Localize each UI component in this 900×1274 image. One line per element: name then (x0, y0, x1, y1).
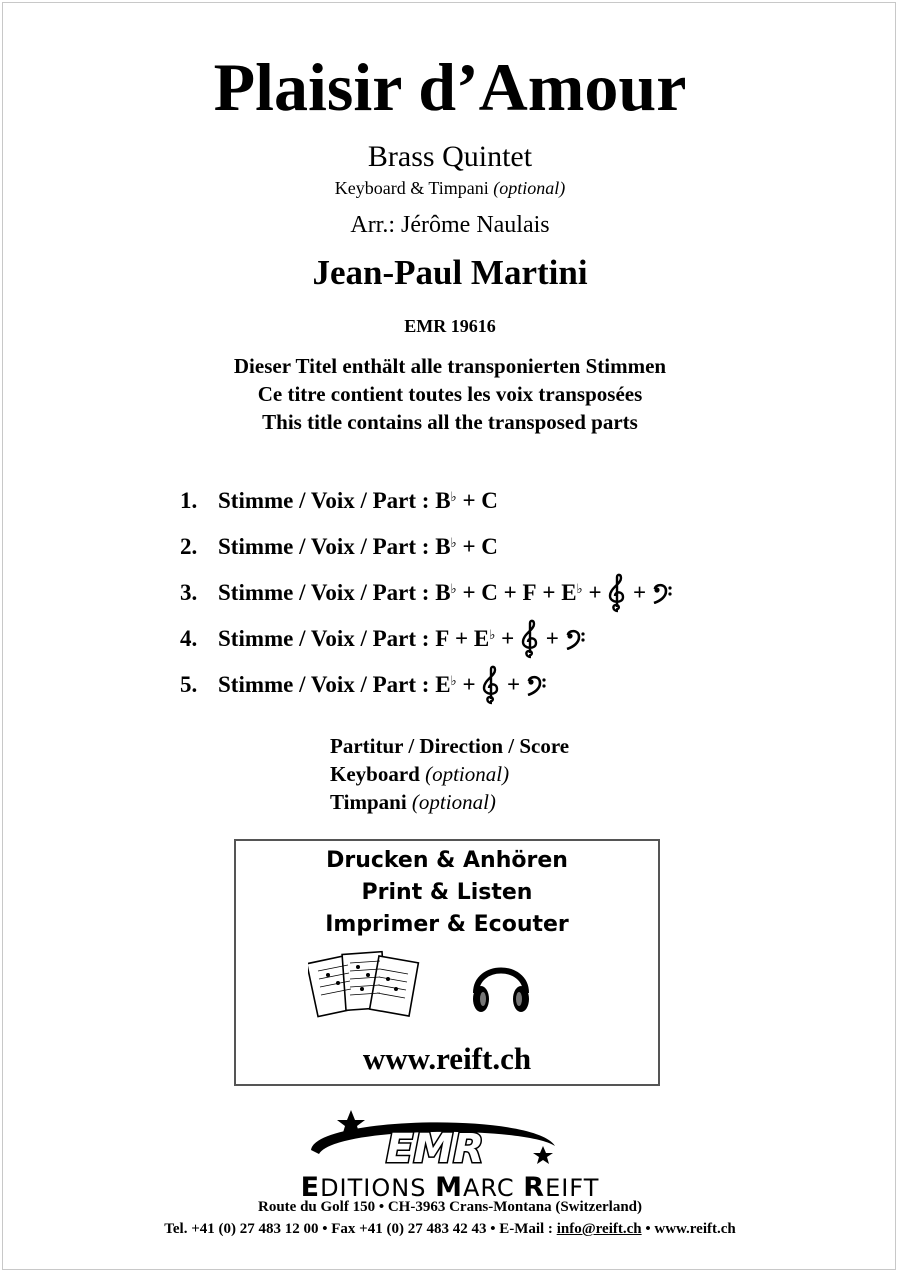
publisher-contact (0, 1221, 900, 1238)
promo-url-link[interactable]: www.reift.ch (362, 1041, 532, 1076)
part-number: 1. (180, 488, 198, 513)
key-b: B (435, 488, 451, 513)
flat-sign: ♭ (489, 627, 496, 642)
part-label: Stimme / Voix / Part : (218, 626, 430, 651)
promo-line-english: Print & Listen (361, 880, 533, 905)
note-french: Ce titre contient toutes les voix transposées (257, 382, 643, 406)
part-number: 5. (180, 672, 198, 697)
flat-sign: ♭ (450, 581, 457, 596)
part-label: Stimme / Voix / Part : (218, 580, 430, 605)
part-label: Stimme / Voix / Part : (218, 672, 430, 697)
page-title: Plaisir d’Amour (213, 49, 687, 125)
plus-sign: + (455, 626, 469, 651)
instrumentation-optional: (optional) (493, 178, 566, 198)
extra-score: Partitur / Direction / Score (330, 734, 570, 758)
contact-website[interactable]: • www.reift.ch (641, 1221, 736, 1237)
part-row (180, 570, 674, 616)
publisher-address: Route du Golf 150 • CH-3963 Crans-Montana (Switzerland) (258, 1199, 642, 1215)
promo-box[interactable] (234, 839, 660, 1086)
optional-label: (optional) (425, 762, 510, 786)
composer: Jean-Paul Martini (312, 253, 588, 292)
key-c: C (481, 534, 498, 559)
parts-list (180, 478, 674, 708)
sheet-music-icon (308, 949, 420, 1030)
publisher-name: EDITIONS MARC REIFT (300, 1172, 600, 1203)
plus-sign: + (507, 672, 521, 697)
promo-line-german: Drucken & Anhören (326, 848, 568, 873)
plus-sign: + (501, 626, 515, 651)
bass-clef-icon (652, 582, 674, 604)
treble-clef-icon (607, 573, 627, 613)
key-e: E (561, 580, 577, 605)
extra-timpani (330, 788, 569, 816)
key-f: F (435, 626, 450, 651)
plus-sign: + (542, 580, 556, 605)
key-e: E (435, 672, 451, 697)
flat-sign: ♭ (576, 581, 583, 596)
plus-sign: + (462, 534, 476, 559)
optional-label: (optional) (411, 790, 496, 814)
key-b: B (435, 580, 451, 605)
bass-clef-icon (565, 628, 587, 650)
promo-line-french: Imprimer & Ecouter (325, 912, 569, 937)
treble-clef-icon (520, 619, 540, 659)
note-english: This title contains all the transposed parts (262, 410, 638, 434)
part-label: Stimme / Voix / Part : (218, 534, 430, 559)
key-f: F (522, 580, 537, 605)
extra-keyboard-label: Keyboard (330, 762, 420, 786)
plus-sign: + (462, 672, 476, 697)
plus-sign: + (588, 580, 602, 605)
treble-clef-icon (481, 665, 501, 705)
extras-list (330, 732, 569, 816)
part-row (180, 662, 674, 708)
flat-sign: ♭ (450, 673, 457, 688)
subtitle: Brass Quintet (367, 140, 533, 173)
key-b: B (435, 534, 451, 559)
emr-logo-text: EMR (386, 1126, 484, 1172)
part-label: Stimme / Voix / Part : (218, 488, 430, 513)
part-number: 2. (180, 534, 198, 559)
extra-timpani-label: Timpani (330, 790, 407, 814)
emr-logo (305, 1106, 565, 1179)
headphones-icon (468, 953, 534, 1024)
part-number: 3. (180, 580, 198, 605)
email-link[interactable]: info@reift.ch (556, 1221, 642, 1237)
part-row (180, 478, 674, 524)
contact-phone-fax: Tel. +41 (0) 27 483 12 00 • Fax +41 (0) 27 483 42 43 • E-Mail : (164, 1221, 557, 1237)
catalog-code: EMR 19616 (404, 316, 496, 336)
plus-sign: + (462, 580, 476, 605)
key-c: C (481, 488, 498, 513)
part-number: 4. (180, 626, 198, 651)
note-german: Dieser Titel enthält alle transponierten Stimmen (233, 354, 667, 378)
arranger: Arr.: Jérôme Naulais (350, 212, 550, 238)
part-row (180, 616, 674, 662)
plus-sign: + (633, 580, 647, 605)
flat-sign: ♭ (450, 489, 457, 504)
flat-sign: ♭ (450, 535, 457, 550)
extra-keyboard (330, 760, 569, 788)
key-c: C (481, 580, 498, 605)
key-e: E (473, 626, 490, 651)
plus-sign: + (462, 488, 476, 513)
instrumentation-main: Keyboard & Timpani (334, 178, 489, 198)
part-row (180, 524, 674, 570)
instrumentation (0, 178, 900, 199)
bass-clef-icon (526, 674, 548, 696)
plus-sign: + (545, 626, 559, 651)
plus-sign: + (503, 580, 517, 605)
